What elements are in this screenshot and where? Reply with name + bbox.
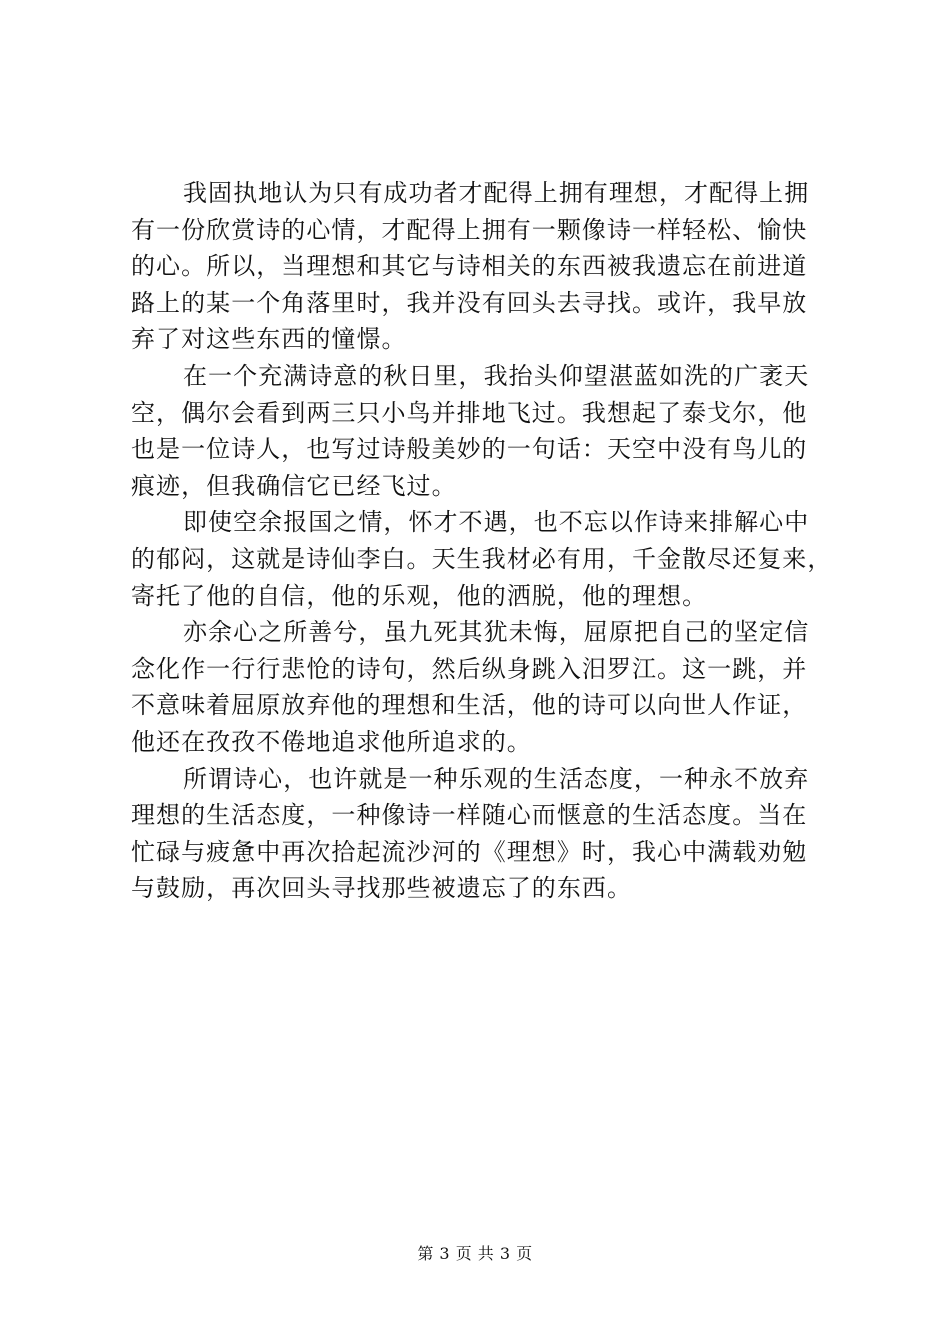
text-line: 念化作一行行悲怆的诗句，然后纵身跳入汨罗江。这一跳，并 xyxy=(131,654,808,683)
text-line: 与鼓励，再次回头寻找那些被遗忘了的东西。 xyxy=(131,874,632,903)
text-line: 空，偶尔会看到两三只小鸟并排地飞过。我想起了泰戈尔，他 xyxy=(131,398,808,427)
text-line: 所谓诗心，也许就是一种乐观的生活态度，一种永不放弃 xyxy=(183,764,810,793)
text-line: 有一份欣赏诗的心情，才配得上拥有一颗像诗一样轻松、愉快 xyxy=(131,215,808,244)
text-line: 弃了对这些东西的憧憬。 xyxy=(131,325,407,354)
paragraph-5 xyxy=(131,761,831,907)
text-line: 在一个充满诗意的秋日里，我抬头仰望湛蓝如洗的广袤天 xyxy=(183,361,810,390)
text-line: 路上的某一个角落里时，我并没有回头去寻找。或许，我早放 xyxy=(131,288,808,317)
paragraph-3 xyxy=(131,504,831,614)
page-number-footer: 第 3 页 共 3 页 xyxy=(417,1244,533,1263)
text-line: 的郁闷，这就是诗仙李白。天生我材必有用，千金散尽还复来， xyxy=(131,544,833,573)
text-line: 痕迹，但我确信它已经飞过。 xyxy=(131,471,457,500)
paragraph-4 xyxy=(131,614,831,760)
text-line: 亦余心之所善兮，虽九死其犹未悔，屈原把自己的坚定信 xyxy=(183,618,810,647)
text-line: 寄托了他的自信，他的乐观，他的洒脱，他的理想。 xyxy=(131,581,708,610)
text-line: 也是一位诗人，也写过诗般美妙的一句话：天空中没有鸟儿的 xyxy=(131,435,808,464)
paragraph-2 xyxy=(131,358,831,504)
text-line: 即使空余报国之情，怀才不遇，也不忘以作诗来排解心中 xyxy=(183,508,810,537)
text-line: 忙碌与疲惫中再次拾起流沙河的《理想》时，我心中满载劝勉 xyxy=(131,837,808,866)
paragraph-1 xyxy=(131,175,831,358)
text-line: 理想的生活态度，一种像诗一样随心而惬意的生活态度。当在 xyxy=(131,801,808,830)
text-line: 他还在孜孜不倦地追求他所追求的。 xyxy=(131,727,532,756)
body-text xyxy=(131,175,831,907)
text-line: 不意味着屈原放弃他的理想和生活，他的诗可以向世人作证， xyxy=(131,691,808,720)
text-line: 我固执地认为只有成功者才配得上拥有理想，才配得上拥 xyxy=(183,179,810,207)
text-line: 的心。所以，当理想和其它与诗相关的东西被我遗忘在前进道 xyxy=(131,252,808,281)
